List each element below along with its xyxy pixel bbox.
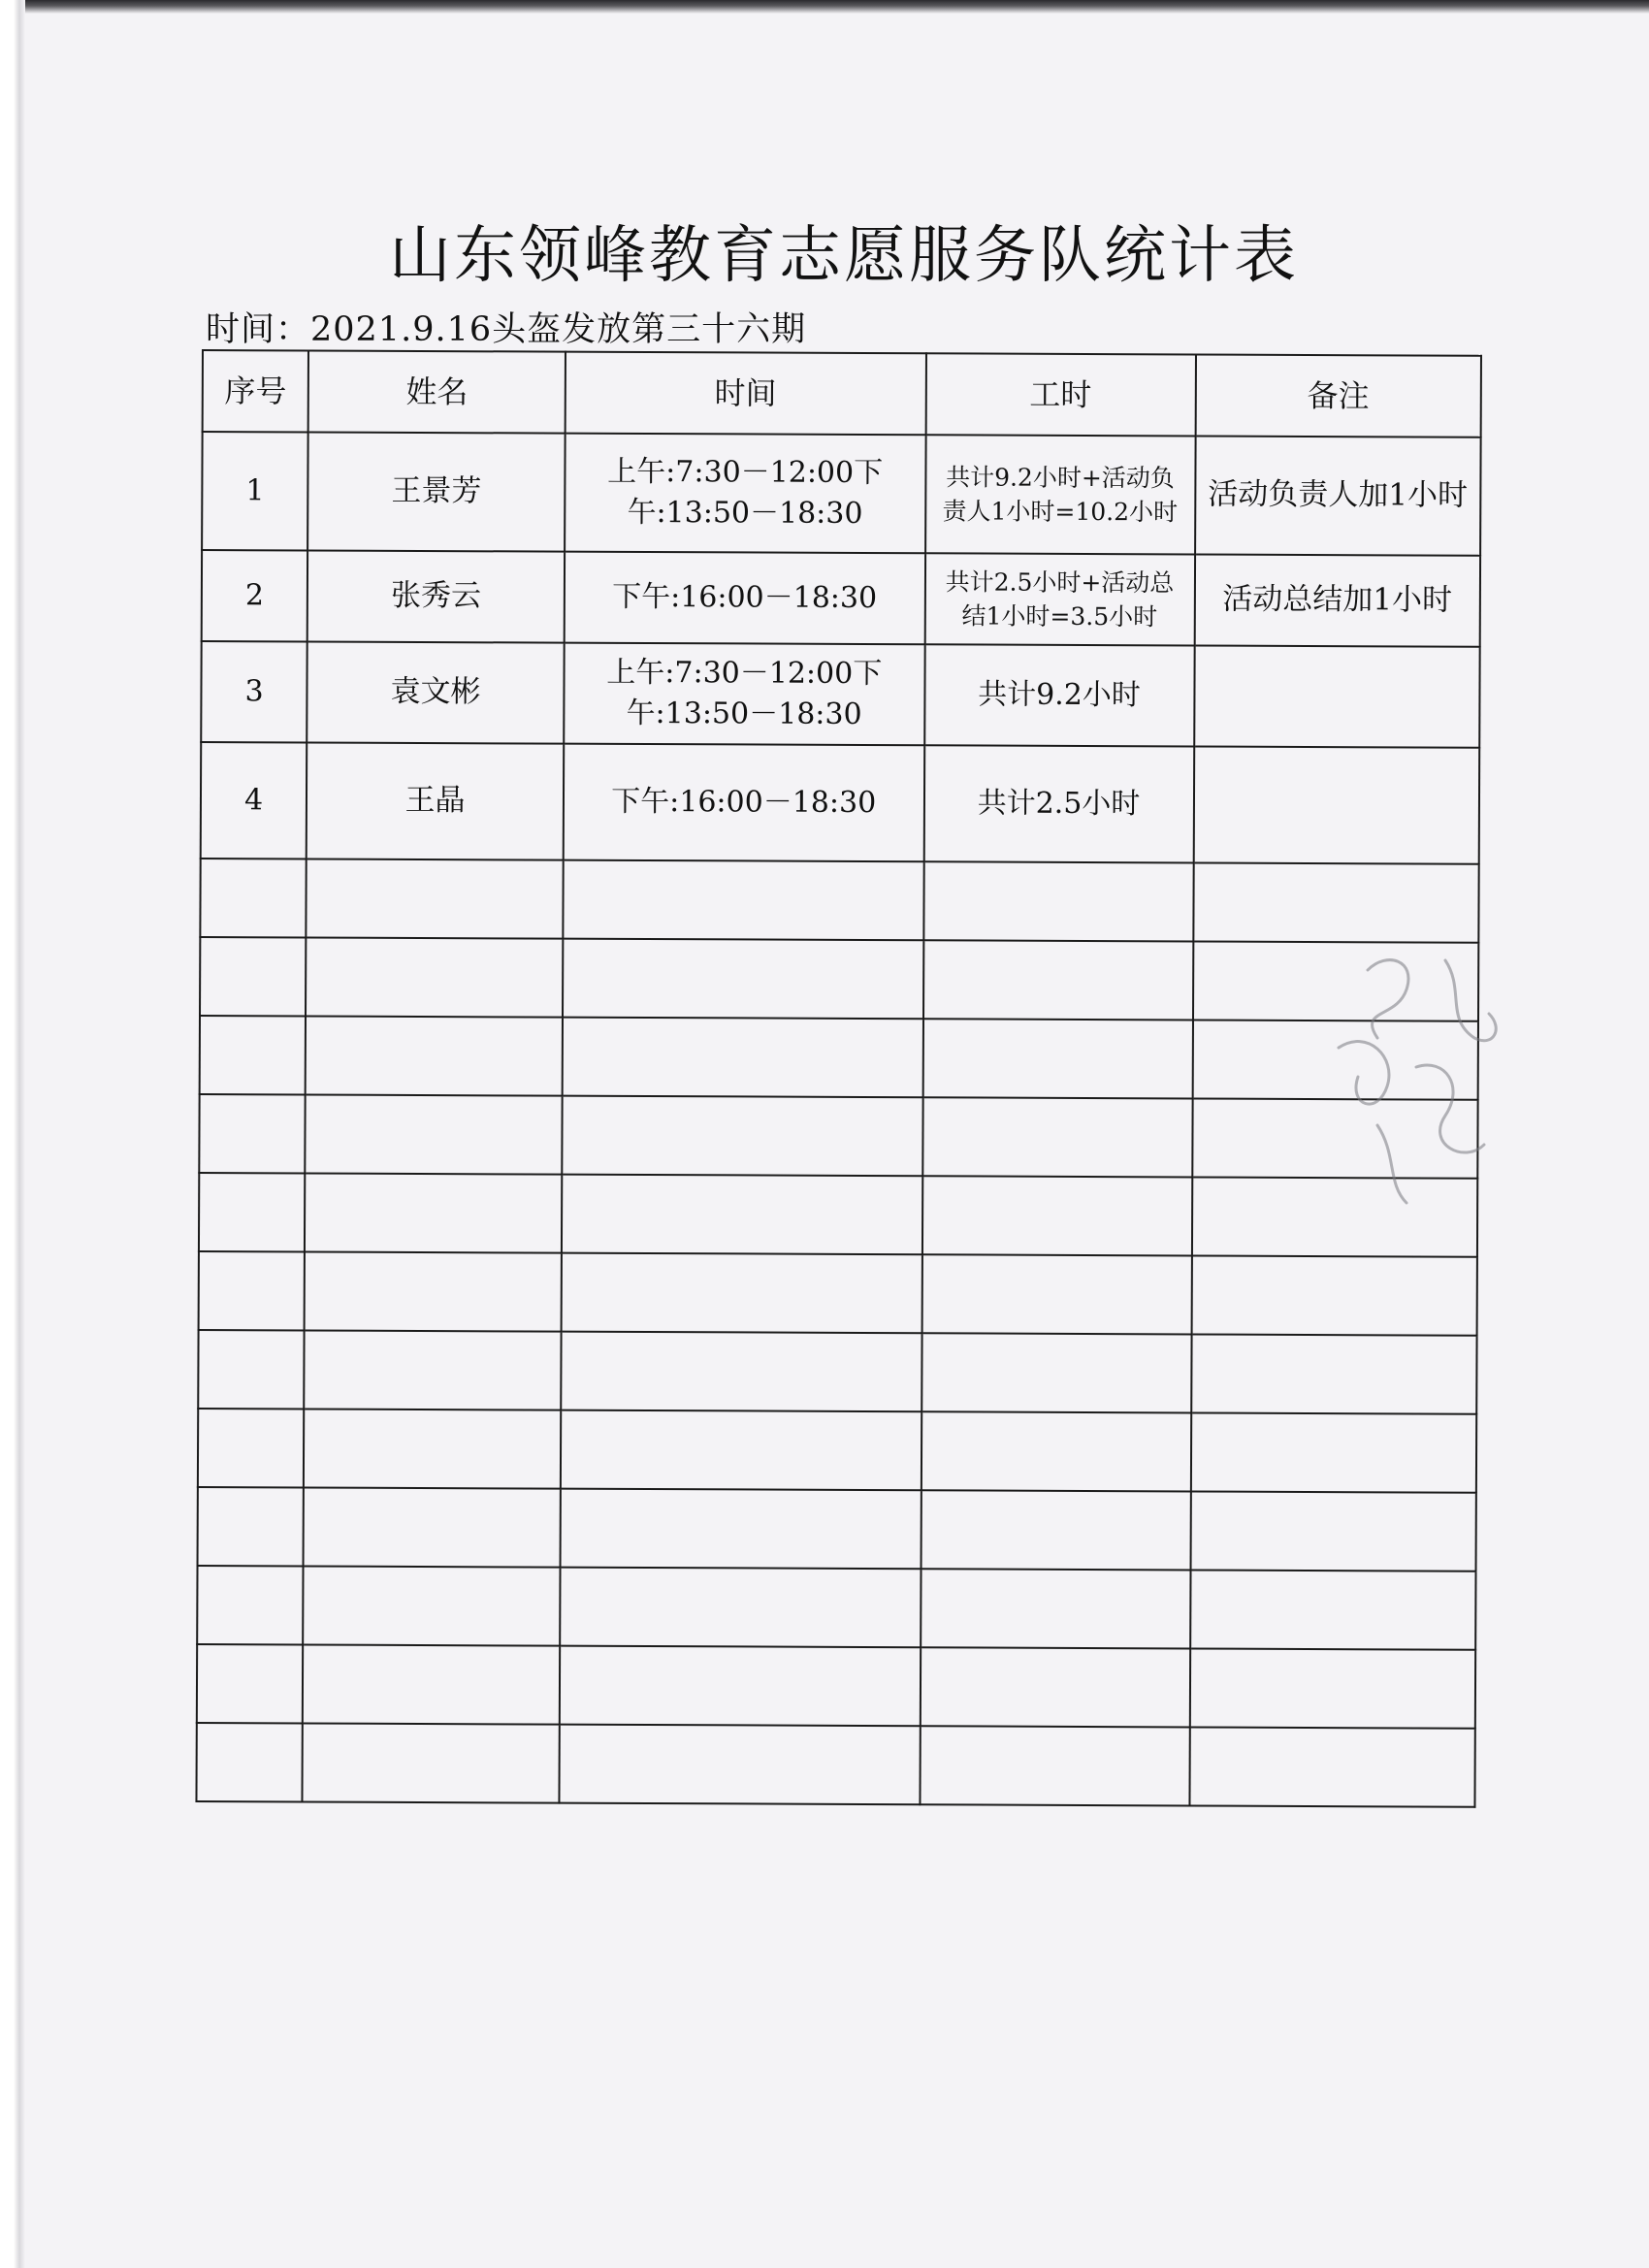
cell-time-line: 上午:7:30－12:00下: [607, 454, 884, 491]
table-header-row: [203, 350, 1481, 437]
empty-cell: [198, 1409, 305, 1487]
empty-cell: [562, 1175, 922, 1255]
cell-name: 袁文彬: [307, 641, 564, 743]
cell-name: 张秀云: [307, 550, 565, 642]
cell-seq: 2: [202, 550, 308, 641]
empty-table-row: [200, 1016, 1478, 1100]
empty-cell: [200, 1016, 307, 1094]
table-body: [196, 432, 1480, 1807]
cell-time-line: 午:13:50－18:30: [626, 696, 862, 731]
empty-cell: [196, 1723, 303, 1801]
empty-cell: [1190, 1491, 1476, 1571]
cell-note: [1194, 645, 1480, 747]
empty-cell: [304, 1487, 561, 1567]
empty-cell: [303, 1644, 560, 1724]
empty-table-row: [199, 1094, 1477, 1179]
cell-note: 活动负责人加1小时: [1195, 436, 1481, 555]
cell-note: 活动总结加1小时: [1194, 554, 1480, 646]
empty-cell: [923, 861, 1193, 941]
empty-cell: [199, 1173, 306, 1251]
cell-time-line: 下午:16:00－18:30: [611, 784, 877, 821]
empty-cell: [559, 1725, 920, 1805]
empty-table-row: [200, 859, 1478, 943]
cell-name: 王景芳: [307, 432, 565, 551]
cell-seq: 1: [202, 432, 308, 550]
cell-note: [1193, 746, 1479, 863]
empty-cell: [561, 1332, 922, 1412]
empty-cell: [562, 1096, 922, 1177]
empty-table-row: [197, 1644, 1475, 1729]
empty-cell: [304, 1330, 561, 1409]
empty-cell: [561, 1410, 922, 1491]
header-hours: 工时: [925, 353, 1195, 436]
cell-hours-line: 结1小时=3.5小时: [961, 601, 1158, 632]
empty-cell: [305, 1251, 562, 1331]
empty-cell: [306, 937, 563, 1017]
empty-cell: [200, 859, 307, 937]
empty-cell: [303, 1566, 560, 1645]
cell-hours-line: 共计2.5小时+活动总: [945, 567, 1175, 598]
table-row: [202, 550, 1480, 647]
empty-cell: [920, 1647, 1189, 1727]
empty-cell: [560, 1489, 921, 1570]
cell-hours-line: 共计2.5小时: [977, 786, 1141, 822]
empty-cell: [1190, 1412, 1476, 1492]
scan-edge-left: [0, 0, 25, 2268]
empty-cell: [922, 1019, 1192, 1098]
cell-name: 王晶: [307, 742, 564, 859]
cell-time: [565, 552, 925, 645]
empty-cell: [923, 940, 1193, 1020]
empty-cell: [200, 937, 307, 1016]
cell-hours-line: 责人1小时=10.2小时: [942, 497, 1179, 527]
cell-time-line: 下午:16:00－18:30: [612, 579, 878, 616]
table-row: [202, 432, 1481, 556]
table-row: [201, 641, 1479, 748]
cell-time: [564, 643, 924, 746]
empty-table-row: [197, 1566, 1475, 1650]
cell-hours: [924, 553, 1194, 645]
empty-cell: [563, 939, 923, 1020]
empty-cell: [303, 1723, 560, 1802]
handwritten-signature-icon: [1300, 931, 1523, 1222]
empty-cell: [197, 1566, 304, 1644]
empty-table-row: [198, 1409, 1476, 1493]
cell-time: [564, 744, 924, 862]
empty-cell: [1190, 1570, 1476, 1649]
empty-cell: [305, 1173, 562, 1252]
header-note: 备注: [1195, 354, 1481, 437]
empty-cell: [1189, 1727, 1475, 1806]
empty-cell: [307, 859, 564, 938]
document-title: 山东领峰教育志愿服务队统计表: [389, 220, 1299, 292]
empty-cell: [921, 1490, 1190, 1570]
empty-table-row: [200, 937, 1478, 1021]
empty-cell: [922, 1097, 1192, 1177]
cell-hours-line: 共计9.2小时+活动负: [946, 463, 1175, 493]
empty-cell: [563, 860, 923, 941]
volunteer-stats-table: [195, 349, 1482, 1808]
empty-table-row: [196, 1723, 1474, 1807]
empty-cell: [1191, 1334, 1477, 1413]
cell-hours: [925, 435, 1196, 554]
cell-time-line: 午:13:50－18:30: [627, 495, 863, 531]
header-time: 时间: [566, 352, 926, 436]
cell-seq: 3: [201, 641, 307, 742]
empty-cell: [922, 1333, 1191, 1412]
cell-time-line: 上午:7:30－12:00下: [606, 655, 883, 692]
empty-table-row: [199, 1173, 1477, 1257]
cell-hours-line: 共计9.2小时: [978, 677, 1141, 713]
document-subtitle: 时间：2021.9.16头盔发放第三十六期: [206, 310, 807, 349]
empty-cell: [560, 1568, 921, 1648]
scan-edge-top: [0, 0, 1649, 14]
empty-cell: [306, 1094, 563, 1174]
empty-cell: [198, 1330, 305, 1409]
cell-hours: [924, 644, 1194, 746]
empty-cell: [304, 1409, 561, 1488]
header-name: 姓名: [308, 350, 566, 433]
empty-cell: [562, 1253, 922, 1334]
cell-time: [565, 434, 925, 554]
empty-cell: [921, 1411, 1190, 1491]
empty-cell: [920, 1726, 1189, 1805]
empty-cell: [306, 1016, 563, 1095]
empty-cell: [563, 1018, 923, 1098]
empty-cell: [197, 1644, 304, 1723]
empty-cell: [199, 1094, 306, 1173]
empty-table-row: [198, 1330, 1476, 1414]
cell-hours: [923, 745, 1194, 862]
empty-cell: [921, 1569, 1190, 1648]
table-row: [201, 742, 1480, 864]
empty-cell: [198, 1487, 305, 1566]
empty-cell: [199, 1251, 306, 1330]
empty-cell: [560, 1646, 921, 1727]
empty-cell: [1189, 1648, 1475, 1728]
empty-table-row: [199, 1251, 1477, 1336]
empty-cell: [922, 1176, 1191, 1255]
cell-seq: 4: [201, 742, 307, 859]
empty-table-row: [198, 1487, 1476, 1571]
header-seq: 序号: [203, 350, 309, 432]
empty-cell: [922, 1254, 1191, 1334]
empty-cell: [1191, 1255, 1477, 1335]
